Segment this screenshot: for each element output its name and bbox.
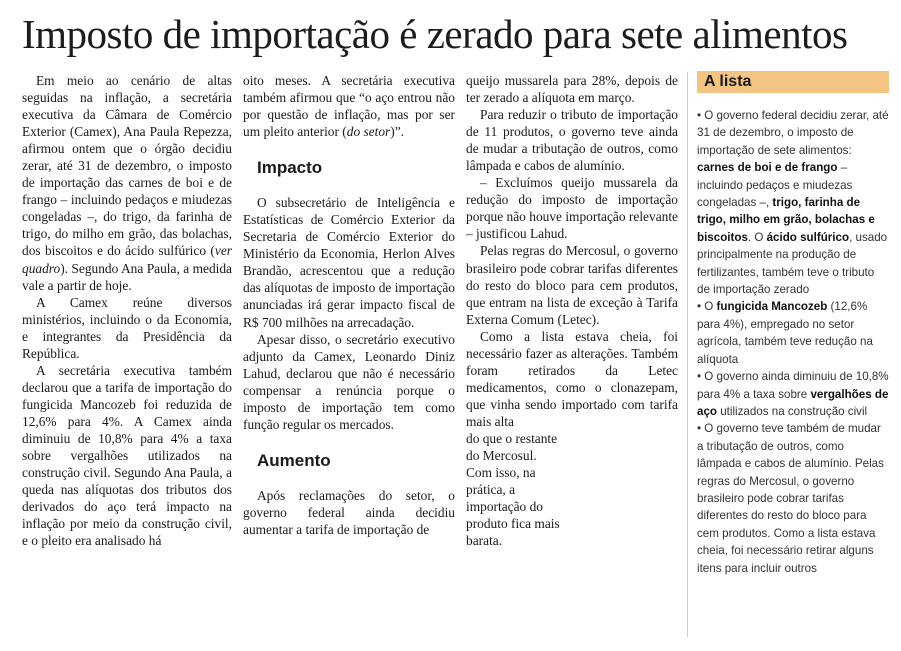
- paragraph: do que o restante do Mercosul. Com isso, na prática, a importação do produto fica mais barata.: [466, 430, 560, 549]
- paragraph: Como a lista estava cheia, foi necessário fazer as alterações. Também foram retirados da Letec medicamentos, como o clonazepam, que vinha sendo importado com tarifa mais alta: [466, 328, 678, 429]
- paragraph: oito meses. A secretária executiva também afirmou que “o aço entrou não por questão de inflação, mas por ser um pleito anterior (do setor)”.: [243, 73, 455, 140]
- paragraph: queijo mussarela para 28%, depois de ter zerado a alíquota em março.: [466, 73, 678, 106]
- column-divider: [687, 72, 688, 637]
- article-column-1: [22, 72, 232, 549]
- sidebar-item: • O governo federal decidiu zerar, até 31 de dezembro, o imposto de importação de sete alimentos: carnes de boi e de frango – incluindo pedaços e miudezas congeladas –, trigo, farinha de trigo, milho em grão, bolachas e biscoitos. O ácido sulfúrico, usado principalmente na produção de fertilizantes, também teve o tributo de importação zerado: [697, 109, 889, 297]
- sidebar-item: • O fungicida Mancozeb (12,6% para 4%), empregado no setor agrícola, também teve redução na alíquota: [697, 300, 873, 366]
- paragraph: Para reduzir o tributo de importação de 11 produtos, o governo teve ainda de mudar a tributação de outros, como lâmpada e cabos de alumínio.: [466, 107, 678, 174]
- paragraph: Em meio ao cenário de altas seguidas na inflação, a secretária executiva da Câmara de Comércio Exterior (Camex), Ana Paula Repezza, afirmou ontem que o órgão decidiu zerar, até 31 de dezembro, o imposto de importação das carnes de boi e de frango – incluindo pedaços e miudezas congeladas –, do trigo, da farinha de trigo, do milho em grão, das bolachas, dos biscoitos e do ácido sulfúrico (ver quadro). Segundo Ana Paula, a medida vale a partir de hoje.: [22, 73, 232, 293]
- sidebar-title: A lista: [697, 71, 889, 93]
- paragraph: A Camex reúne diversos ministérios, incluindo o da Economia, e integrantes da Presidência da República.: [22, 294, 232, 361]
- subheading-impacto: Impacto: [257, 158, 323, 178]
- sidebar-box: [697, 71, 889, 577]
- paragraph: O subsecretário de Inteligência e Estatísticas de Comércio Exterior da Secretaria de Comércio Exterior do Ministério da Economia, Herlon Alves Brandão, acrescentou que a redução das alíquotas de imposto de importação anunciadas irá gerar impacto fiscal de R$ 700 milhões na arrecadação.: [243, 195, 455, 330]
- paragraph: – Excluímos queijo mussarela da redução do imposto de importação porque não houve importação relevante – justificou Lahud.: [466, 175, 678, 242]
- headline: Imposto de importação é zerado para sete alimentos: [22, 11, 848, 57]
- subheading-aumento: Aumento: [257, 450, 331, 470]
- article-column-3: [466, 72, 678, 549]
- paragraph: Após reclamações do setor, o governo federal ainda decidiu aumentar a tarifa de importação de: [243, 487, 455, 537]
- paragraph: Apesar disso, o secretário executivo adjunto da Camex, Leonardo Diniz Lahud, declarou que não é necessário compensar a renúncia porque o imposto de importação tem como função regular os mercados.: [243, 331, 455, 432]
- sidebar-item: • O governo teve também de mudar a tributação de outros, como lâmpada e cabos de alumínio. Pelas regras do Mercosul, o governo brasileiro pode cobrar tarifas diferentes do resto do bloco para cem produtos. Como a lista estava cheia, foi necessário retirar alguns itens para incluir outros: [697, 422, 884, 575]
- paragraph: Pelas regras do Mercosul, o governo brasileiro pode cobrar tarifas diferentes do resto do bloco para cem produtos, que entram na lista de exceção à Tarifa Externa Comum (Letec).: [466, 243, 678, 327]
- sidebar-item: • O governo ainda diminuiu de 10,8% para 4% a taxa sobre vergalhões de aço utilizados na construção civil: [697, 370, 889, 418]
- article-column-2: [243, 72, 455, 538]
- paragraph: A secretária executiva também declarou que a tarifa de importação do fungicida Mancozeb foi reduzida de 12,6% para 4%. A Camex ainda diminuiu de 10,8% para 4% a taxa sobre vergalhões utilizados na construção civil. Segundo Ana Paula, a queda nas alíquotas dos tributos dos derivados do aço terá impacto na inflação por meio da construção civil, e o pleito era analisado há: [22, 362, 232, 549]
